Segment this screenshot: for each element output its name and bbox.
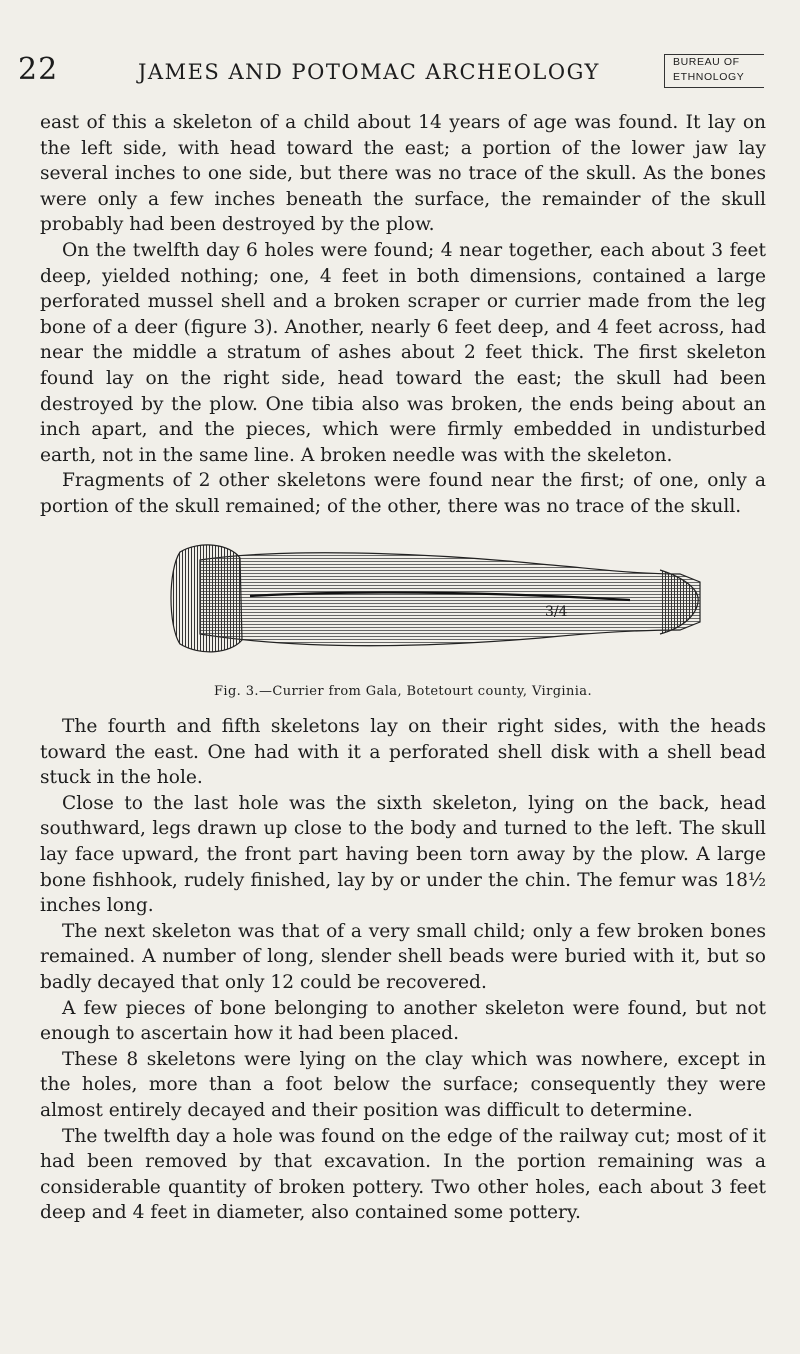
currier-illustration: [160, 530, 720, 660]
body-text-top: [40, 110, 766, 520]
figure-3-currier: [160, 530, 720, 680]
figure-scale-label: 3/4: [545, 604, 568, 620]
bureau-line-1: BUREAU OF: [673, 56, 740, 68]
paragraph-7: A few pieces of bone belonging to another skeleton were found, but not enough to ascertain how it had been placed.: [40, 997, 766, 1045]
bone-epiphysis: [171, 545, 242, 652]
paragraph-1: east of this a skeleton of a child about 14 years of age was found. It lay on the left side, with head toward the east; a portion of the lower jaw lay several inches to one side, but there was no trace of the skull. As the bones were only a few inches beneath the surface, the remainder of the skull probably had been destroyed by the plow.: [40, 112, 766, 236]
paragraph-6: The next skeleton was that of a very small child; only a few broken bones remained. A number of long, slender shell beads were buried with it, but so badly decayed that only 12 could be recovered.: [40, 920, 766, 993]
paragraph-5: Close to the last hole was the sixth skeleton, lying on the back, head southward, legs drawn up close to the body and turned to the left. The skull lay face upward, the front part having been torn away by the plow. A large bone fishhook, rudely finished, lay by or under the chin. The femur was 18½ inches long.: [40, 792, 766, 917]
paragraph-8: These 8 skeletons were lying on the clay which was nowhere, except in the holes, more than a foot below the surface; consequently they were almost entirely decayed and their position was difficult to determine.: [40, 1048, 766, 1121]
body-text-bottom: [40, 714, 766, 1226]
figure-caption: Fig. 3.—Currier from Gala, Botetourt county, Virginia.: [213, 684, 592, 699]
page-header: [18, 52, 764, 92]
running-head: JAMES AND POTOMAC ARCHEOLOGY: [138, 60, 600, 84]
bureau-line-2: ETHNOLOGY: [673, 71, 745, 83]
bureau-bracket: [664, 54, 764, 88]
paragraph-2: On the twelfth day 6 holes were found; 4 near together, each about 3 feet deep, yielded nothing; one, 4 feet in both dimensions, contained a large perforated mussel shell and a broken scraper or currier made from the leg bone of a deer (figure 3). Another, nearly 6 feet deep, and 4 feet across, had near the middle a stratum of ashes about 2 feet thick. The first skeleton found lay on the right side, head toward the east; the skull had been destroyed by the plow. One tibia also was broken, the ends being about an inch apart, and the pieces, which were firmly embedded in undisturbed earth, not in the same line. A broken needle was with the skeleton.: [40, 239, 766, 466]
paragraph-3: Fragments of 2 other skeletons were found near the first; of one, only a portion of the skull remained; of the other, there was no trace of the skull.: [40, 470, 766, 517]
page-number: 22: [18, 52, 59, 87]
paragraph-9: The twelfth day a hole was found on the edge of the railway cut; most of it had been removed by that excavation. In the portion remaining was a considerable quantity of broken pottery. Two other holes, each about 3 feet deep and 4 feet in diameter, also contained some pottery.: [40, 1125, 766, 1224]
paragraph-4: The fourth and fifth skeletons lay on their right sides, with the heads toward the east. One had with it a perforated shell disk with a shell bead stuck in the hole.: [40, 716, 766, 789]
